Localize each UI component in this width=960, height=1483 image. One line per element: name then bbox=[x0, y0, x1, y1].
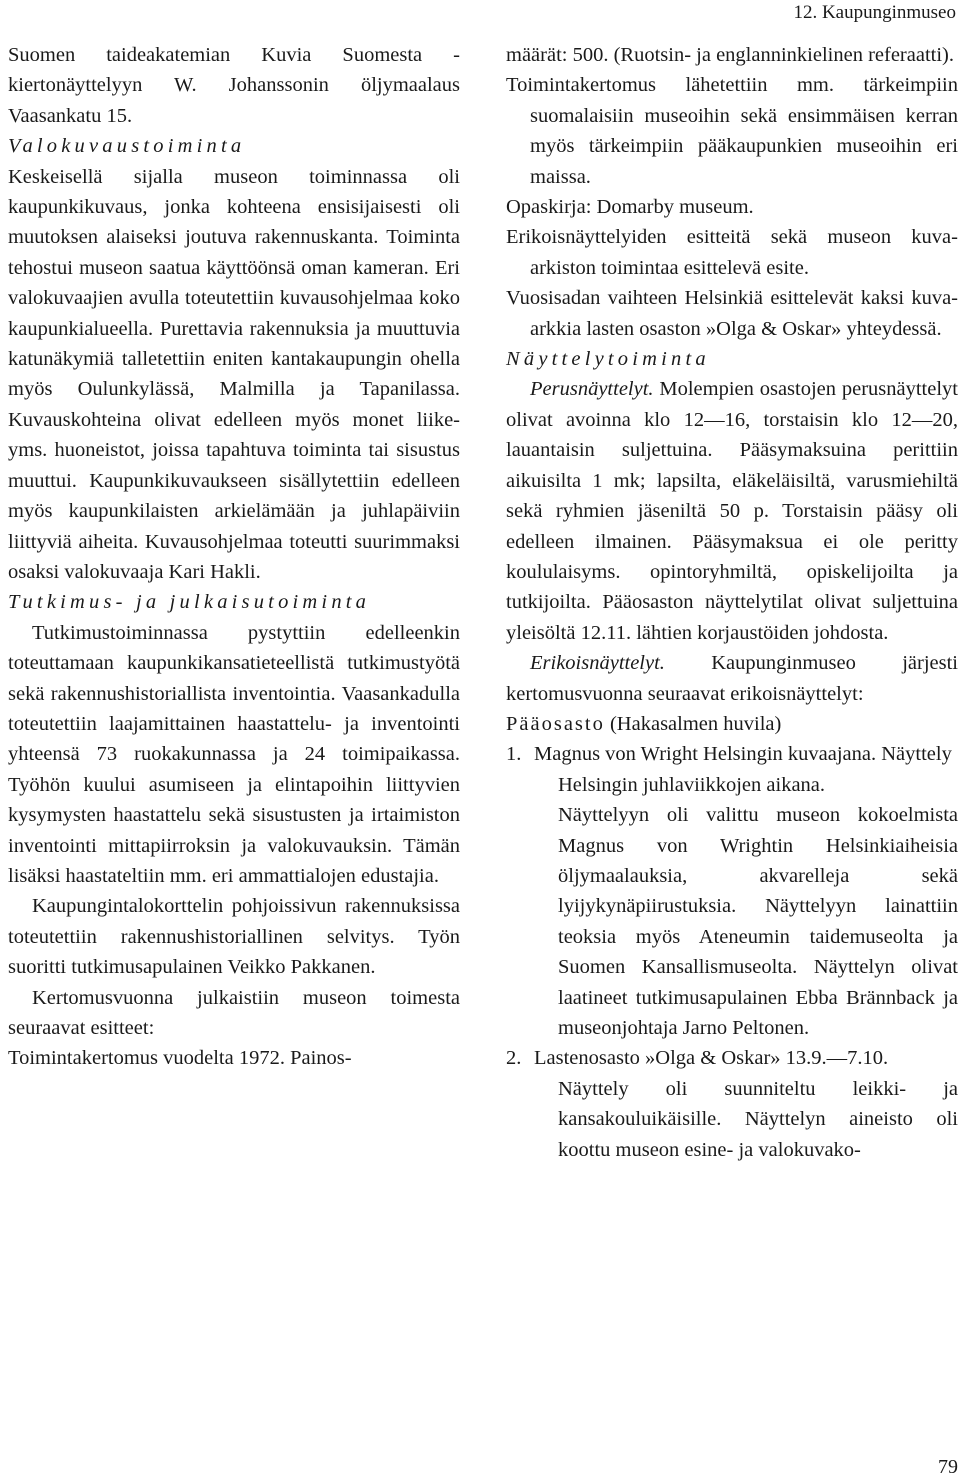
section-heading-exhibitions: Näyttelytoiminta bbox=[506, 348, 710, 371]
item-number: 2. bbox=[506, 1047, 522, 1070]
publication-continued: määrät: 500. (Ruotsin- ja englanninkielinen referaatti). bbox=[506, 44, 954, 66]
publication-item: Toimintakertomus lähetettiin mm. tärkeimpiin suomalaisiin museoihin sekä ensimmäisen kerran myös tärkeimpiin pääkaupunkien museoihin eri maissa. bbox=[506, 74, 958, 188]
research-paragraph-2: Kaupungintalokorttelin pohjoissivun rakennuksissa toteutettiin rakennushistoriallinen selvitys. Työn suoritti tutkimusapulainen Veikko Pakkanen. bbox=[8, 895, 460, 979]
research-paragraph-3: Kertomusvuonna julkaistiin museon toimesta seuraavat esitteet: bbox=[8, 986, 460, 1039]
publication-item: Opaskirja: Domarby museum. bbox=[506, 196, 754, 219]
exhibition-item-2 bbox=[506, 1043, 958, 1165]
intro-paragraph: Suomen taideakatemian Kuvia Suomesta -kiertonäyttelyyn W. Johanssonin öljymaalaus Vaasankatu 15. bbox=[8, 44, 460, 127]
research-paragraph-1: Tutkimustoiminnassa pystyttiin edelleenkin toteuttamaan kaupunkikansatieteellistä tutkimustyötä sekä rakennushistoriallista inventointia. Vaasankadulla toteutettiin laajamittainen haastattelu- ja inventointi yhteensä 73 ruokakunnassa ja 24 toimipaikassa. Työhön kuului asumiseen ja elintapoihin liittyvien kysymysten haastattelu sekä sisustusten ja irtaimiston inventointi mittapiirroksin ja valokuvauksin. Tämän lisäksi haastateltiin mm. eri ammattialojen edustajia. bbox=[8, 621, 460, 887]
section-heading-research: Tutkimus- ja julkaisutoiminta bbox=[8, 591, 371, 614]
item-text: Näyttelyyn oli valittu museon kokoelmista Magnus von Wrightin Helsinkiaiheisia öljymaalauksia, akvarelleja sekä lyijykynäpiirustuksia. Näyttelyyn lainattiin teoksia myös Ateneumin taidemuseolta ja Suomen Kansallismuseolta. Näyttelyn olivat laatineet tutkimusapulainen Ebba Brännback ja museonjohtaja Jarno Peltonen. bbox=[558, 804, 958, 1039]
publication-item: Vuosisadan vaihteen Helsinkiä esittelevät kaksi kuva-arkkia lasten osaston »Olga & Oskar» yhteydessä. bbox=[506, 287, 958, 340]
main-department-spaced: Pääosasto bbox=[506, 712, 605, 735]
special-label: Erikoisnäyttelyt. bbox=[530, 652, 665, 675]
left-column bbox=[8, 40, 460, 1074]
item-title: Magnus von Wright Helsingin kuvaajana. Näyttely Helsingin juhlaviikkojen aikana. bbox=[534, 743, 952, 796]
permanent-label: Perusnäyttelyt. bbox=[530, 378, 654, 401]
section-heading-photography: Valokuvaustoiminta bbox=[8, 135, 246, 158]
publication-item: Erikoisnäyttelyiden esitteitä sekä museon kuva-arkiston toimintaa esittelevä esite. bbox=[506, 226, 958, 279]
running-header: 12. Kaupunginmuseo bbox=[793, 2, 956, 23]
page-number: 79 bbox=[938, 1456, 958, 1478]
special-exhibitions-paragraph bbox=[506, 648, 958, 709]
photography-paragraph: Keskeisellä sijalla museon toiminnassa oli kaupunkikuvaus, jonka kohteena ensisijaisesti oli muutoksen alaiseksi joutuva rakennuskanta. Toiminta tehostui museon saatua käyttöönsä oman kameran. Eri valokuvaajien avulla toteutettiin kuvausohjelmaa koko kaupunkialueella. Purettavia rakennuksia ja muuttuvia katunäkymiä talletettiin eniten kantakaupungin ohella myös Oulunkylässä, Malmilla ja Tapanilassa. Kuvauskohteina olivat edelleen myös monet liike- yms. huoneistot, joissa tapahtuva toiminta tai sisustus muuttui. Kaupunkikuvaukseen sisällytettiin edelleen myös kaupunkilaisten arkielämään ja juhlapäiviin liittyviä aiheita. Kuvausohjelmaa toteutti suurimmaksi osaksi valokuvaaja Kari Hakli. bbox=[8, 165, 460, 583]
item-title: Lastenosasto »Olga & Oskar» 13.9.—7.10. bbox=[534, 1047, 889, 1070]
exhibition-item-1 bbox=[506, 739, 958, 1043]
special-text: Kaupunginmuseo järjesti kertomusvuonna seuraavat erikoisnäyttelyt: bbox=[506, 652, 958, 705]
main-department-rest: (Hakasalmen huvila) bbox=[604, 712, 782, 735]
item-number: 1. bbox=[506, 743, 522, 766]
right-column bbox=[506, 40, 958, 1165]
research-paragraph-4: Toimintakertomus vuodelta 1972. Painos- bbox=[8, 1047, 352, 1070]
item-text: Näyttely oli suunniteltu leikki- ja kansakouluikäisille. Näyttelyn aineisto oli koottu museon esine- ja valokuvako- bbox=[558, 1077, 958, 1161]
permanent-text: Molempien osastojen perusnäyttelyt olivat avoinna klo 12—16, torstaisin klo 12—20, lauantaisin suljettuina. Pääsymaksuina perittiin aikuisilta 1 mk; lapsilta, eläkeläisiltä, varusmiehiltä sekä ryhmien jäseniltä 50 p. Torstaisin pääsy oli edelleen ilmainen. Pääsymaksua ei ole peritty koululaisyms. opintoryhmiltä, opiskelijoilta ja tutkijoilta. Pääosaston näyttelytilat olivat suljettuina yleisöltä 12.11. lähtien korjaustöiden johdosta. bbox=[506, 378, 958, 644]
main-department-title bbox=[506, 709, 958, 739]
permanent-exhibitions-paragraph bbox=[506, 374, 958, 648]
